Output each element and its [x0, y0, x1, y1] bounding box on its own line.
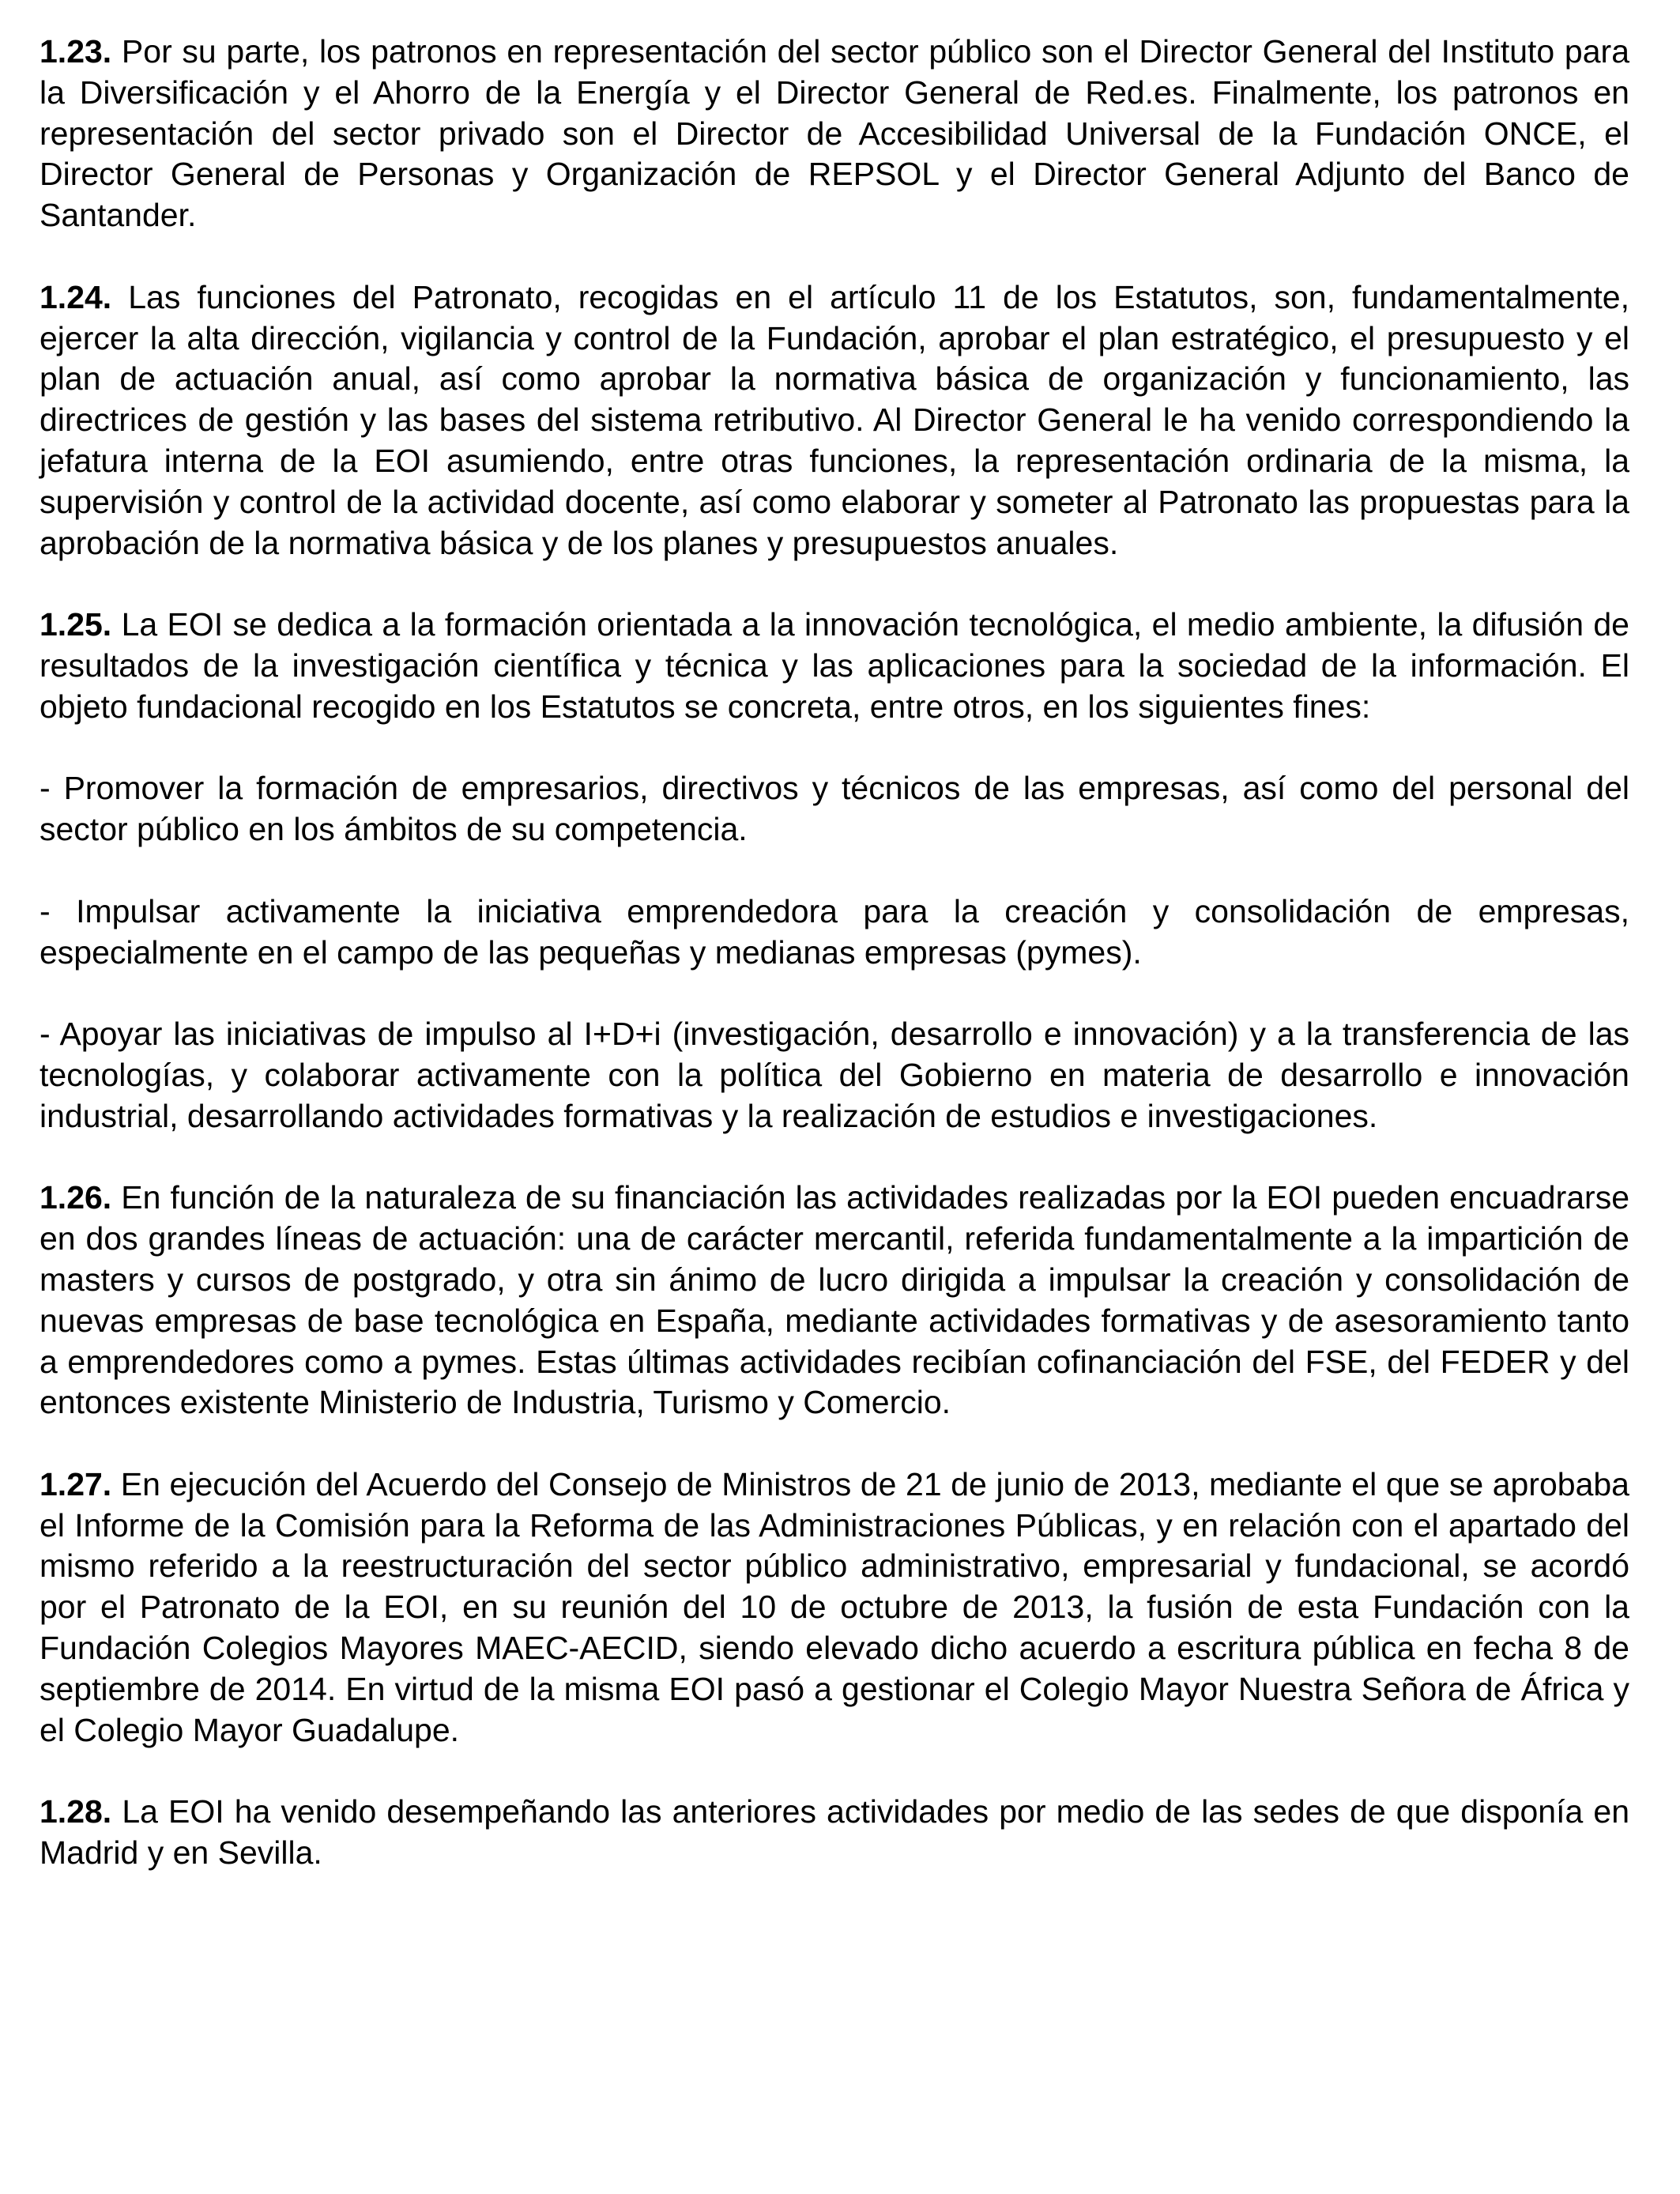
paragraph-text: Las funciones del Patronato, recogidas en el artículo 11 de los Estatutos, son, fundamentalmente, ejercer la alta dirección, vigilancia y control de la Fundación, aprobar el plan estratégico, el presupuesto y el plan de actuación anual, así como aprobar la normativa básica de organización y funcionamiento, las directrices de gestión y las bases del sistema retributivo. Al Director General le ha venido correspondiendo la jefatura interna de la EOI asumiendo, entre otras funciones, la representación ordinaria de la misma, la supervisión y control de la actividad docente, así como elaborar y someter al Patronato las propuestas para la aprobación de la normativa básica y de los planes y presupuestos anuales.	[40, 278, 1629, 561]
paragraph-1-25	[40, 605, 1629, 727]
paragraph-1-24	[40, 277, 1629, 564]
paragraph-number: 1.24.	[40, 278, 112, 315]
list-item-text: - Promover la formación de empresarios, directivos y técnicos de las empresas, así como del personal del sector público en los ámbitos de su competencia.	[40, 770, 1629, 848]
paragraph-text: En ejecución del Acuerdo del Consejo de Ministros de 21 de junio de 2013, mediante el que se aprobaba el Informe de la Comisión para la Reforma de las Administraciones Públicas, y en relación con el apartado del mismo referido a la reestructuración del sector público administrativo, empresarial y fundacional, se acordó por el Patronato de la EOI, en su reunión del 10 de octubre de 2013, la fusión de esta Fundación con la Fundación Colegios Mayores MAEC-AECID, siendo elevado dicho acuerdo a escritura pública en fecha 8 de septiembre de 2014. En virtud de la misma EOI pasó a gestionar el Colegio Mayor Nuestra Señora de África y el Colegio Mayor Guadalupe.	[40, 1465, 1629, 1748]
paragraph-text: Por su parte, los patronos en representación del sector público son el Director General del Instituto para la Diversificación y el Ahorro de la Energía y el Director General de Red.es. Finalmente, los patronos en representación del sector privado son el Director de Accesibilidad Universal de la Fundación ONCE, el Director General de Personas y Organización de REPSOL y el Director General Adjunto del Banco de Santander.	[40, 33, 1629, 234]
list-item-promover	[40, 768, 1629, 850]
paragraph-number: 1.25.	[40, 606, 112, 643]
paragraph-1-26	[40, 1178, 1629, 1423]
paragraph-number: 1.26.	[40, 1179, 112, 1216]
paragraph-number: 1.23.	[40, 33, 112, 70]
paragraph-1-27	[40, 1465, 1629, 1751]
paragraph-1-28	[40, 1792, 1629, 1874]
list-item-text: - Apoyar las iniciativas de impulso al I+D+i (investigación, desarrollo e innovación) y a la transferencia de las tecnologías, y colaborar activamente con la política del Gobierno en materia de desarrollo e innovación industrial, desarrollando actividades formativas y la realización de estudios e investigaciones.	[40, 1016, 1629, 1134]
paragraph-number: 1.27.	[40, 1465, 112, 1502]
list-item-apoyar	[40, 1014, 1629, 1137]
paragraph-text: La EOI se dedica a la formación orientada a la innovación tecnológica, el medio ambiente, la difusión de resultados de la investigación científica y técnica y las aplicaciones para la sociedad de la información. El objeto fundacional recogido en los Estatutos se concreta, entre otros, en los siguientes fines:	[40, 606, 1629, 725]
paragraph-1-23	[40, 32, 1629, 236]
paragraph-text: En función de la naturaleza de su financiación las actividades realizadas por la EOI pueden encuadrarse en dos grandes líneas de actuación: una de carácter mercantil, referida fundamentalmente a la impartición de masters y cursos de postgrado, y otra sin ánimo de lucro dirigida a impulsar la creación y consolidación de nuevas empresas de base tecnológica en España, mediante actividades formativas y de asesoramiento tanto a emprendedores como a pymes. Estas últimas actividades recibían cofinanciación del FSE, del FEDER y del entonces existente Ministerio de Industria, Turismo y Comercio.	[40, 1179, 1629, 1421]
paragraph-text: La EOI ha venido desempeñando las anteriores actividades por medio de las sedes de que disponía en Madrid y en Sevilla.	[40, 1793, 1629, 1872]
list-item-impulsar	[40, 892, 1629, 974]
paragraph-number: 1.28.	[40, 1793, 112, 1830]
list-item-text: - Impulsar activamente la iniciativa emprendedora para la creación y consolidación de empresas, especialmente en el campo de las pequeñas y medianas empresas (pymes).	[40, 892, 1629, 971]
document-page	[40, 32, 1629, 1915]
